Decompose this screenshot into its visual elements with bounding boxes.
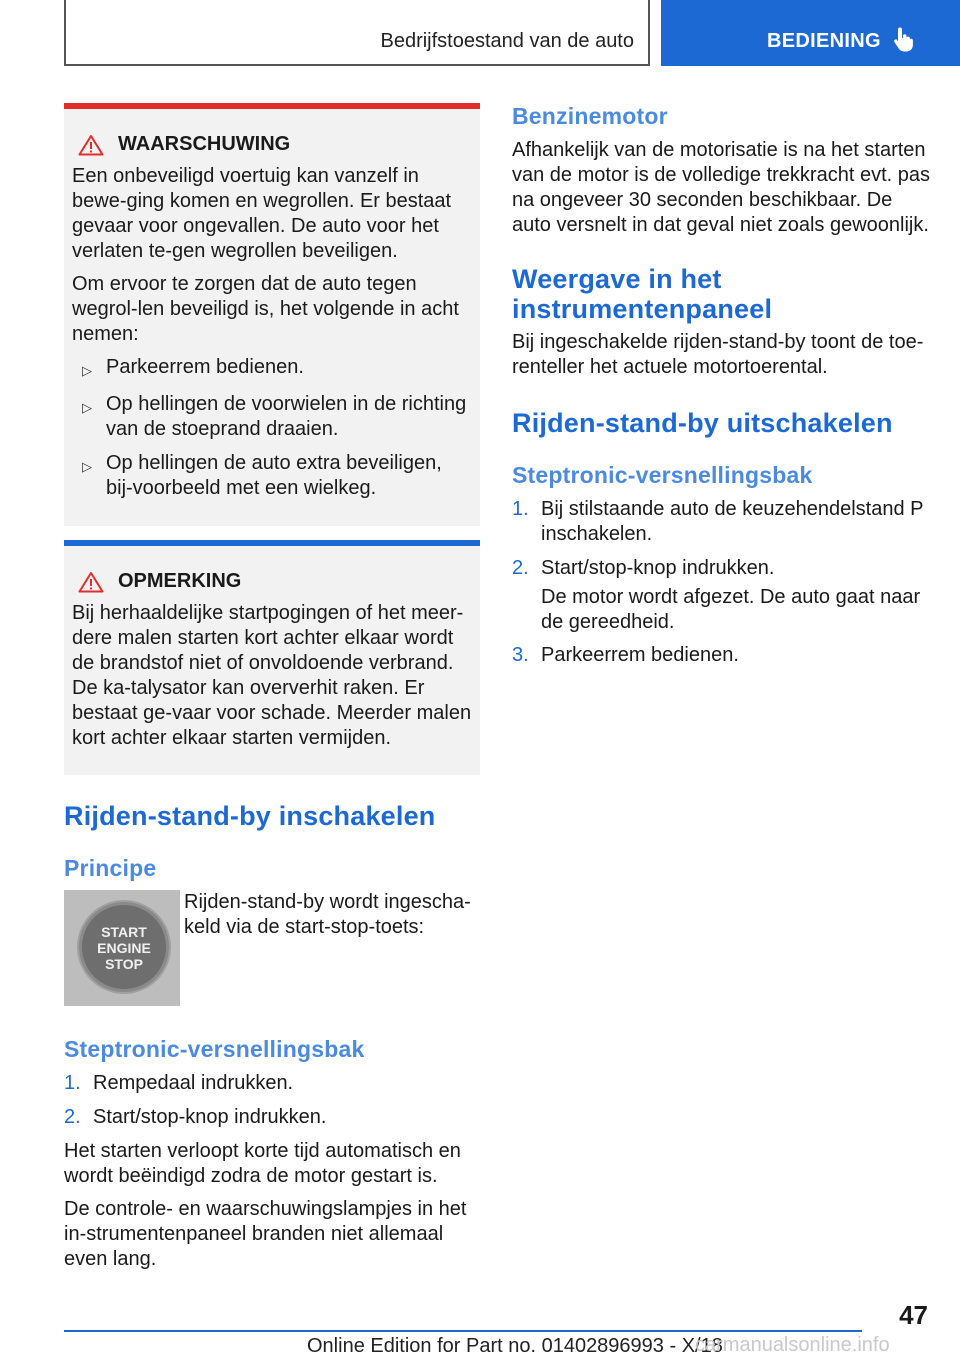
button-text-stop: STOP: [105, 956, 143, 972]
header-section-box: [64, 0, 650, 66]
section-heading-start: Rijden-stand-by inschakelen: [64, 801, 436, 831]
steptronic-heading-start: Steptronic-versnellingsbak: [64, 1036, 365, 1062]
section-heading-stop: Rijden-stand-by uitschakelen: [512, 408, 893, 438]
list-item: [512, 497, 932, 547]
instrument-heading: Weergave in het instrumentenpaneel: [512, 264, 773, 324]
list-item: [72, 451, 472, 501]
bullet-text: Op hellingen de voorwielen in de richting van de stoeprand draaien.: [106, 393, 467, 440]
step-text: Start/stop-knop indrukken.: [93, 1106, 327, 1128]
bullet-triangle-icon: ▷: [82, 459, 92, 474]
right-column: [512, 103, 932, 677]
bullet-triangle-icon: ▷: [82, 400, 92, 415]
start-stop-button-ring: [79, 902, 169, 992]
list-item: [64, 1071, 480, 1096]
step-number: 2.: [512, 557, 529, 579]
list-item: [64, 1105, 480, 1130]
note-heading: [78, 570, 472, 593]
step-number: 3.: [512, 644, 529, 666]
hand-pointer-icon: [893, 26, 915, 52]
steptronic-heading-stop: Steptronic-versnellingsbak: [512, 462, 813, 488]
step-text: Start/stop-knop indrukken.: [541, 557, 775, 579]
body-text: De controle- en waarschuwingslampjes in het in-strumentenpaneel branden niet allemaal even lang.: [64, 1198, 467, 1270]
principle-block: [64, 890, 480, 1006]
button-text-start: START: [101, 924, 147, 940]
note-text: Bij herhaaldelijke startpogingen of het meer-dere malen starten kort achter elkaar wordt de brandstof niet of onvoldoende verbrand. De ka-talysator kan oververhit raken. Er bestaat ge-vaar voor schade. Meerder malen kort achter elkaar starten vermijden.: [72, 602, 472, 749]
principle-heading: Principe: [64, 855, 157, 881]
header-chapter-label: BEDIENING: [767, 30, 881, 52]
step-number: 1.: [512, 498, 529, 520]
note-box: [64, 540, 480, 775]
left-column: [64, 103, 480, 1280]
warning-heading: [78, 133, 472, 156]
warning-title: WAARSCHUWING: [118, 133, 291, 155]
footer-divider: [64, 1330, 862, 1332]
step-number: 2.: [64, 1106, 81, 1128]
warning-triangle-icon: [78, 134, 104, 156]
list-item: [512, 643, 932, 668]
page-number: 47: [899, 1300, 928, 1330]
start-stop-button-image: [64, 890, 180, 1006]
step-text: Rempedaal indrukken.: [93, 1072, 294, 1094]
instrument-text: Bij ingeschakelde rijden-stand-by toont de toe-renteller het actuele motortoerental.: [512, 331, 924, 378]
watermark: carmanualsonline.info: [695, 1334, 890, 1356]
warning-text: Een onbeveiligd voertuig kan vanzelf in bewe-ging komen en wegrollen. Er bestaat gevaar voor ongevallen. De auto voor het verlaten te-gen wegrollen beveiligen.: [72, 165, 452, 262]
bullet-triangle-icon: ▷: [82, 363, 92, 378]
step-number: 1.: [64, 1072, 81, 1094]
list-item: [72, 355, 472, 383]
warning-text-2: Om ervoor te zorgen dat de auto tegen wegrol-len beveiligd is, het volgende in acht nemen:: [72, 273, 459, 345]
header-section-title: Bedrijfstoestand van de auto: [380, 30, 634, 52]
step-result-text: De motor wordt afgezet. De auto gaat naar de gereedheid.: [541, 586, 921, 633]
warning-triangle-icon: [78, 571, 104, 593]
body-text: Het starten verloopt korte tijd automatisch en wordt beëindigd zodra de motor gestart is.: [64, 1140, 461, 1187]
bullet-text: Parkeerrem bedienen.: [106, 356, 304, 378]
step-text: Parkeerrem bedienen.: [541, 644, 739, 666]
footer-edition: Online Edition for Part no. 01402896993 - X/18: [307, 1335, 723, 1357]
benzine-heading: Benzinemotor: [512, 103, 668, 129]
header-chapter-tab: [661, 0, 960, 66]
step-text: Bij stilstaande auto de keuzehendelstand P inschakelen.: [541, 498, 924, 545]
principle-text: Rijden-stand-by wordt ingescha-keld via de start-stop-toets:: [184, 891, 471, 938]
button-text-engine: ENGINE: [97, 940, 151, 956]
note-title: OPMERKING: [118, 570, 242, 592]
list-item: [512, 556, 932, 581]
bullet-text: Op hellingen de auto extra beveiligen, bij-voorbeeld met een wielkeg.: [106, 452, 442, 499]
benzine-text: Afhankelijk van de motorisatie is na het starten van de motor is de volledige trekkracht evt. pas na ongeveer 30 seconden beschikbaar. De auto versnelt in dat geval niet zoals gewoonlijk.: [512, 139, 930, 236]
list-item: [72, 392, 472, 442]
warning-box: [64, 103, 480, 526]
